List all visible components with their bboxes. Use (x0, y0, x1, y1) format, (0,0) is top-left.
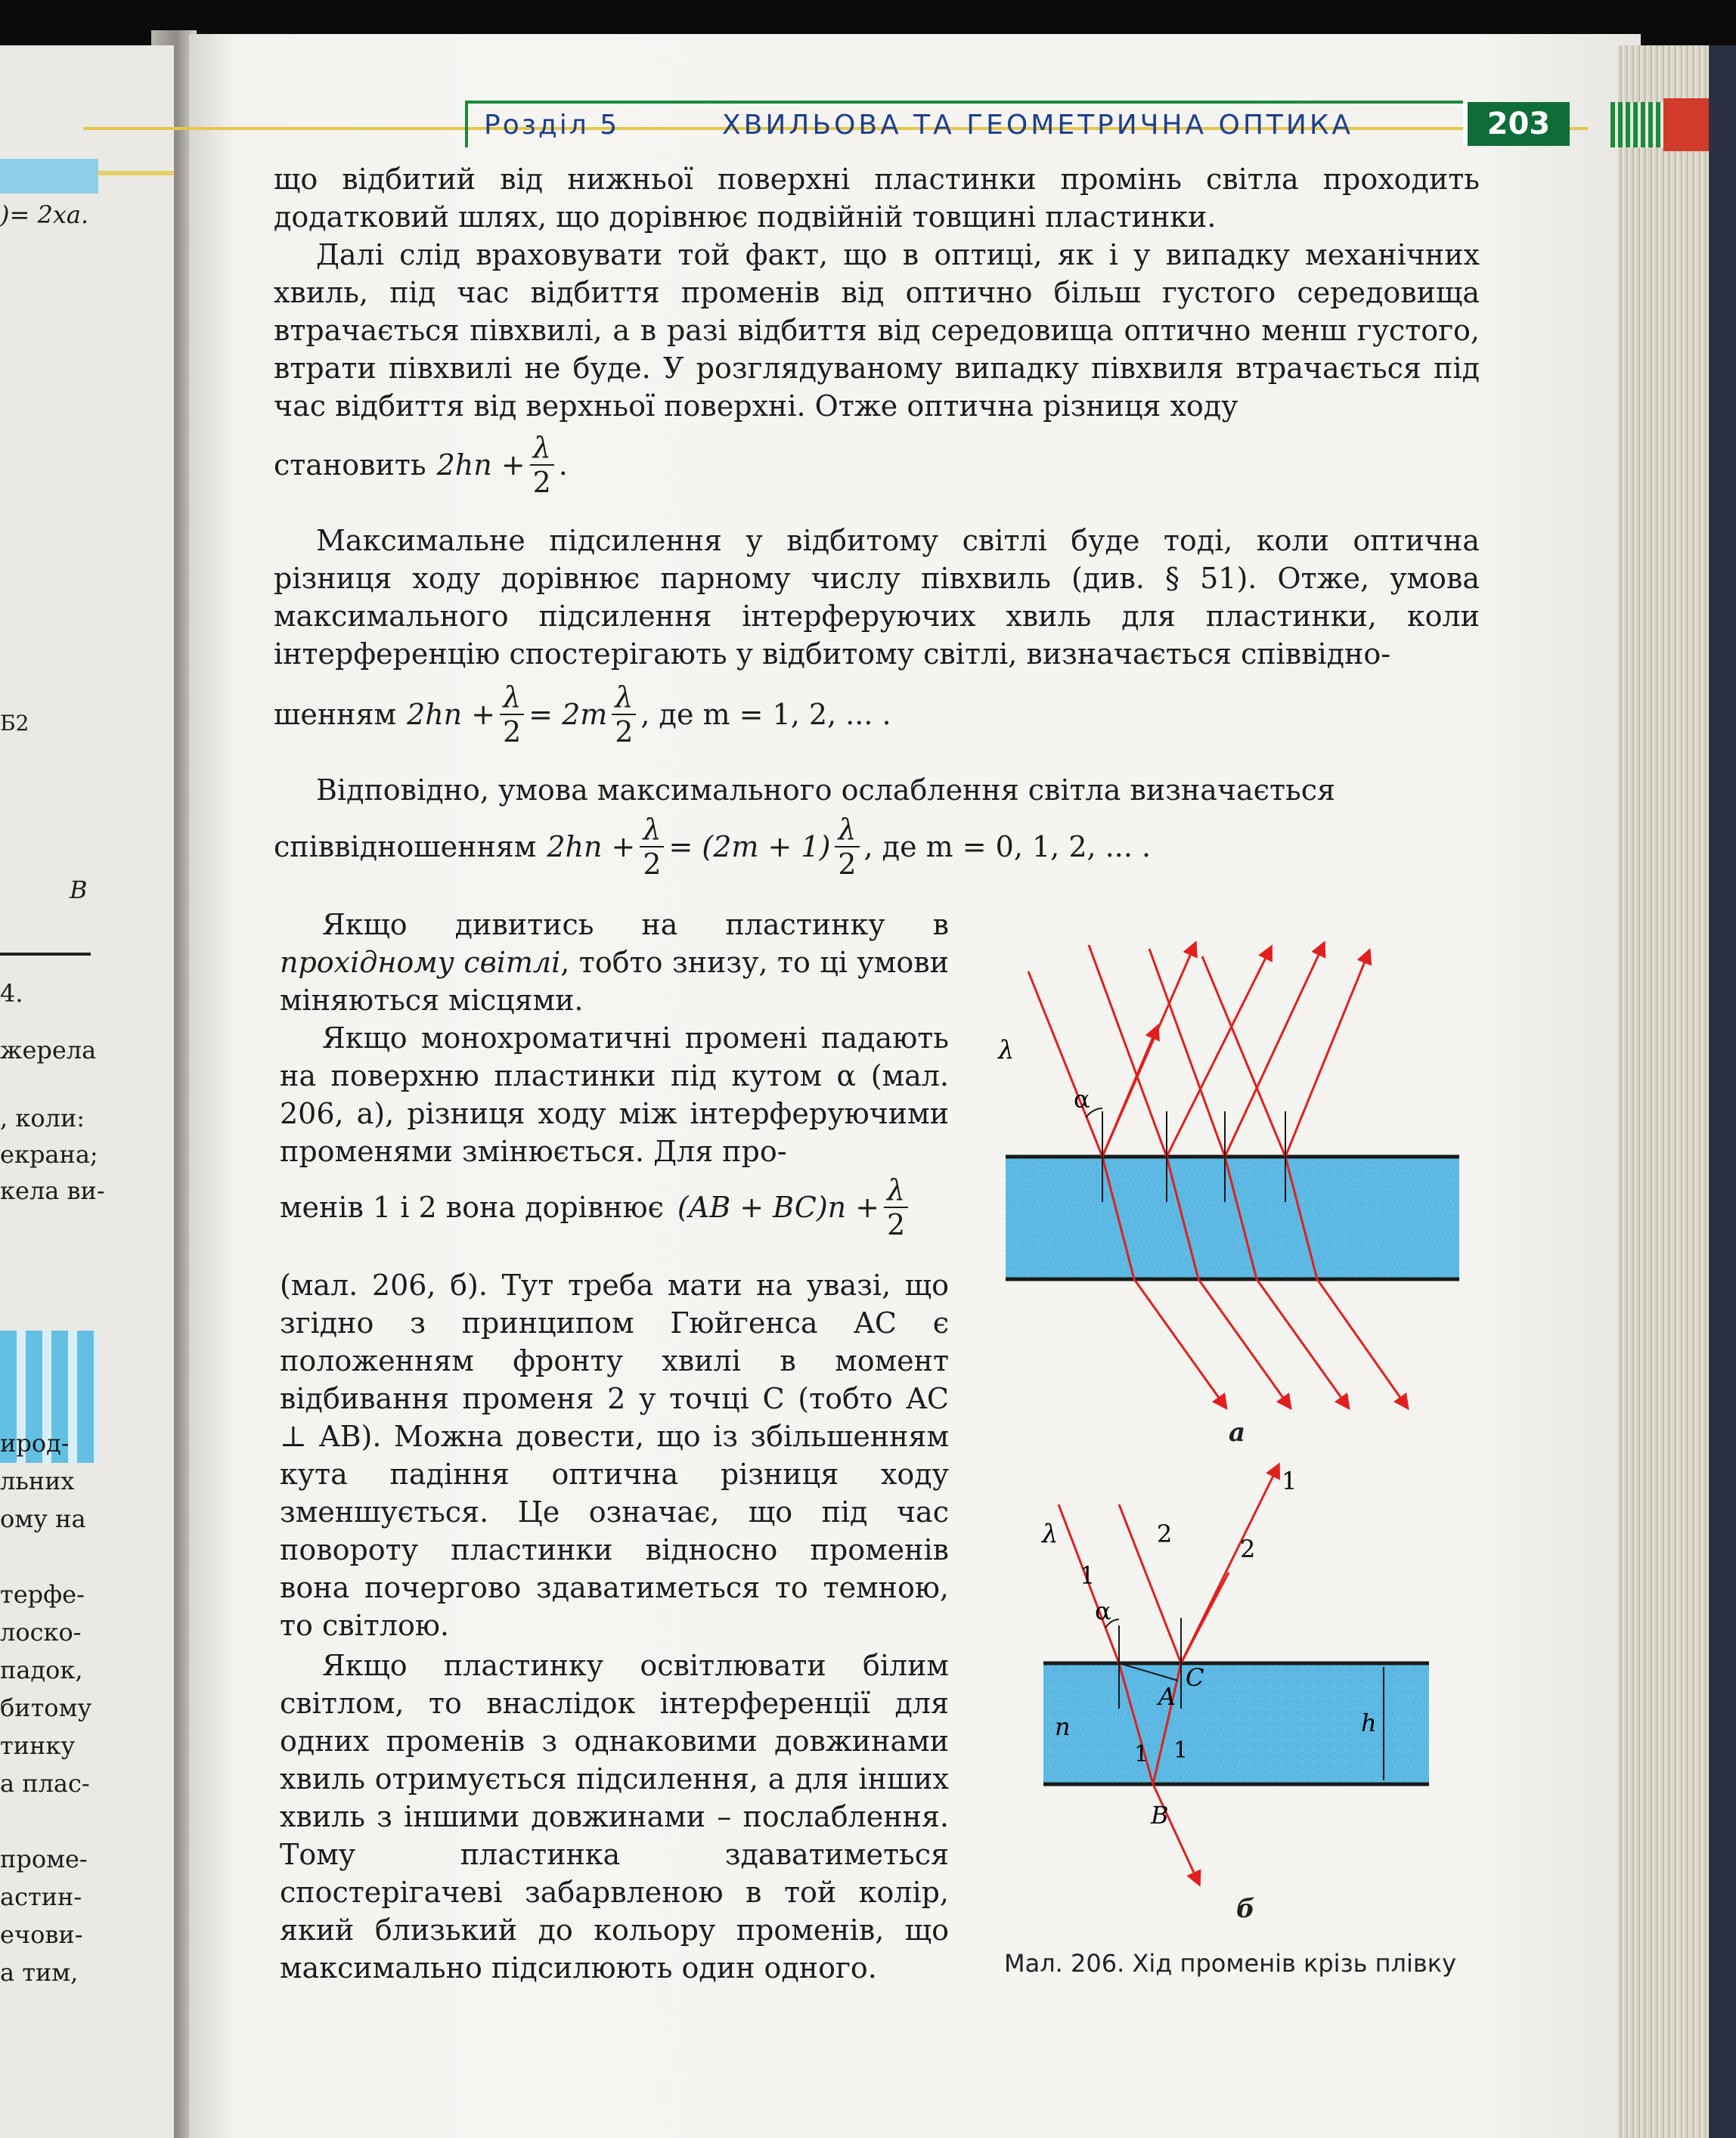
column-paragraph: Якщо монохроматичні промені падають на поверхню пластинки під кутом α (мал. 206, а), різниця ходу між інтерферуючими променями змінюється. Для про- (280, 1021, 949, 1168)
formula-line (280, 1173, 913, 1241)
fraction: $\frac{\lambda}{2}$ (500, 680, 524, 748)
point-C: C (1186, 1663, 1204, 1692)
formula-expr: 2hn + (547, 830, 636, 863)
formula-expr: 2hn + (407, 698, 496, 731)
left-fragment: падок, (0, 1656, 83, 1684)
alpha-label-a: α (1074, 1085, 1090, 1114)
left-fragment: 4. (0, 979, 23, 1008)
left-rule (0, 953, 91, 956)
section-label: Розділ 5 (484, 110, 620, 141)
formula-line (274, 680, 891, 748)
formula-expr: (AB + BC)n + (677, 1191, 880, 1224)
edge-shadow (1709, 45, 1736, 2138)
transmitted-ray (1317, 1279, 1406, 1406)
left-header-bar (0, 159, 98, 194)
point-A: A (1158, 1682, 1176, 1711)
formula-text: , де m = 0, 1, 2, ... . (863, 830, 1152, 863)
fraction: $\frac{\lambda}{2}$ (612, 680, 636, 748)
left-fragment: B (70, 875, 88, 904)
column-paragraph: Якщо дивитись на пластинку в прохідному світлі, тобто знизу, то ці умови міняються місцями. (280, 908, 949, 1017)
lambda-label-a: λ (998, 1035, 1015, 1065)
ray-1-transmitted (1153, 1784, 1198, 1882)
column-paragraph: Якщо пластинку освітлювати білим світлом, то внаслідок інтерференції для одних променів з однаковими довжинами хвиль отримується підсилення, а для інших хвиль з іншими довжинами – послаблення. Тому пластинка здаватиметься спостерігачеві забарвленою в той колір, який близький до кольору променів, що максимально підсилюють один одного. (280, 1649, 949, 1985)
left-fragment: ечови- (0, 1920, 83, 1949)
left-fragment: а тим, (0, 1958, 79, 1987)
plate-a (1006, 1157, 1459, 1279)
left-fragment: льних (0, 1467, 75, 1495)
lambda-label-b: λ (1042, 1519, 1059, 1549)
left-page (0, 45, 174, 2138)
formula-line (274, 813, 1151, 881)
incident-ray (1149, 949, 1225, 1157)
figure-b-label: б (1236, 1894, 1255, 1924)
left-fragment: астин- (0, 1882, 82, 1911)
formula-text: шенням (274, 698, 397, 731)
formula-text: , де m = 1, 2, ... . (640, 698, 891, 731)
header-frame-top (465, 101, 1463, 104)
left-fragment: а плас- (0, 1769, 90, 1798)
reflected-ray (1225, 945, 1323, 1157)
left-fragment: тинку (0, 1731, 76, 1760)
thickness-label: h (1361, 1709, 1377, 1737)
ray-inside-1b-label: 1 (1173, 1737, 1189, 1764)
figure-caption: Мал. 206. Хід променів крізь плівку (1004, 1949, 1456, 1978)
incident-ray (1089, 945, 1167, 1157)
alpha-label-b: α (1095, 1597, 1111, 1625)
reflected-ray (1167, 949, 1270, 1157)
red-bookmark-tab (1663, 98, 1709, 151)
transmitted-ray (1257, 1279, 1347, 1406)
column-paragraph: (мал. 206, б). Тут треба мати на увазі, що згідно з принципом Гюйгенса AC є положенням фронту хвилі в момент відбивання променя 2 у точці C (тобто AC ⊥ AB). Можна довести, що із збільшенням кута падіння оптична різниця ходу зменшується. Це означає, що під час повороту пластинки відносно променів вона почергово здаватиметься то темною, то світлою. (280, 1269, 949, 1642)
formula-text: становить (274, 448, 426, 482)
formula-text: співвідношенням (274, 830, 537, 863)
formula-expr: 2hn + (436, 448, 525, 482)
figure-a-label: а (1229, 1418, 1246, 1448)
left-fragment: екрана; (0, 1140, 98, 1169)
diagram-b (1040, 1467, 1429, 1882)
ray-1-label: 1 (1080, 1561, 1096, 1590)
refractive-index-label: n (1055, 1712, 1071, 1741)
left-header-line (98, 171, 174, 175)
left-fragment: )= 2xa. (0, 200, 89, 229)
ray-inside-1-label: 1 (1134, 1741, 1149, 1768)
emphasis: прохідному світлі (280, 946, 561, 979)
incident-ray (1028, 971, 1102, 1157)
left-fragment: проме- (0, 1845, 88, 1873)
formula-expr: = 2m (529, 698, 608, 731)
fraction: $\frac{\lambda}{2}$ (884, 1173, 908, 1241)
paragraph: Відповідно, умова максимального ослаблення світла визначається (316, 773, 1335, 807)
left-fragment: , коли: (0, 1104, 85, 1133)
left-fragment: терфе- (0, 1580, 85, 1609)
left-fragment: ирод- (0, 1429, 70, 1458)
page-number: 203 (1463, 102, 1570, 146)
ray-2-label: 2 (1157, 1520, 1173, 1548)
point-B: B (1151, 1801, 1169, 1830)
paragraph: Максимальне підсилення у відбитому світлі буде тоді, коли оптична різниця ходу дорівнює парному числу півхвиль (див. § 51). Отже, умова максимального підсилення інтерферуючих хвиль для пластинки, коли інтерференцію спостерігають у відбитому світлі, визначається співвідно- (274, 524, 1480, 671)
figure-206 (983, 922, 1527, 1951)
formula-text: менів 1 і 2 вона дорівнює (280, 1191, 664, 1224)
fraction: $\frac{\lambda}{2}$ (835, 813, 859, 881)
left-fragment: кела ви- (0, 1176, 105, 1205)
left-fragment: ому на (0, 1504, 86, 1533)
ray-out-1-label: 1 (1282, 1467, 1297, 1495)
diagram-a (997, 945, 1459, 1406)
formula-text: . (558, 448, 568, 482)
paragraph: Далі слід враховувати той факт, що в оптиці, як і у випадку механічних хвиль, під час відбиття променів від оптично більш густого середовища втрачається півхвилі, а в разі відбиття від середовища оптично менш густого, втрати півхвилі не буде. У розглядуваному випадку півхвиля втрачається під час відбиття від верхньої поверхні. Отже оптична різниця ходу (274, 238, 1480, 423)
ray-out-2-label: 2 (1240, 1535, 1256, 1563)
left-fragment: жерела (0, 1036, 97, 1064)
reflected-ray-short (1102, 1028, 1157, 1157)
reflected-ray (1285, 953, 1369, 1157)
fraction: $\frac{\lambda}{2}$ (530, 431, 554, 499)
chapter-title: ХВИЛЬОВА ТА ГЕОМЕТРИЧНА ОПТИКА (722, 110, 1354, 141)
left-fragment: битому (0, 1693, 92, 1722)
ray-2-out (1181, 1573, 1229, 1663)
formula-expr: = (2m + 1) (668, 830, 831, 863)
fraction: $\frac{\lambda}{2}$ (640, 813, 664, 881)
left-fragment: лоско- (0, 1618, 82, 1647)
paragraph: що відбитий від нижньої поверхні пластинки промінь світла проходить додатковий шлях, що дорівнює подвійній товщині пластинки. (274, 163, 1480, 234)
formula-line (274, 431, 568, 499)
left-fragment: Б2 (0, 711, 29, 736)
